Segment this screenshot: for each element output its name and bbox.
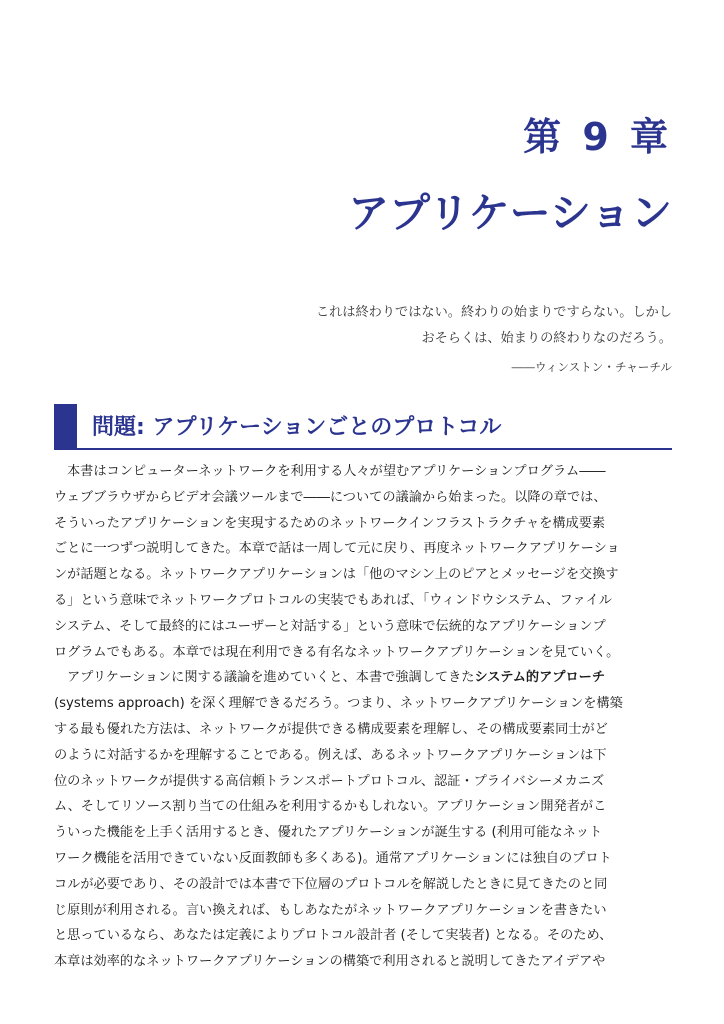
epigraph-line: これは終わりではない。終わりの始まりですらない。しかし — [315, 305, 672, 320]
paragraph-line: ログラムでもある。本章では現在利用できる有名なネットワークアプリケーションを見ていく。 — [54, 644, 620, 660]
epigraph-line: おそらくは、始まりの終わりなのだろう。 — [421, 331, 672, 346]
chapter-number: 第 9 章 — [523, 115, 672, 159]
paragraph-line: ウェブブラウザからビデオ会議ツールまで――についての議論から始まった。以降の章では、 — [54, 489, 607, 505]
paragraph-line: ごとに一つずつ説明してきた。本章で話は一周して元に戻り、再度ネットワークアプリケーショ — [54, 541, 620, 557]
emphasis-term: システム的アプローチ — [474, 670, 606, 686]
paragraph-line: ういった機能を上手く活用するとき、優れたアプリケーションが誕生する (利用可能なネット — [54, 825, 603, 841]
paragraph-line: 本章は効率的なネットワークアプリケーションの構築で利用されると説明してきたアイデアや — [54, 954, 606, 970]
epigraph-attribution: ――ウィンストン・チャーチル — [511, 360, 672, 374]
paragraph-line: システム、そして最終的にはユーザーと対話する」という意味で伝統的なアプリケーションプ — [54, 618, 606, 634]
paragraph-text: アプリケーションに関する議論を進めていくと、本書で強調してきた — [67, 670, 475, 686]
section-heading-text: 問題: アプリケーションごとのプロトコル — [92, 415, 502, 440]
paragraph-line: ンが話題となる。ネットワークアプリケーションは「他のマシン上のピアとメッセージを交換す — [54, 567, 619, 583]
paragraph-line: する最も優れた方法は、ネットワークが提供できる構成要素を理解し、その構成要素同士がど — [54, 721, 608, 737]
paragraph-line: コルが必要であり、その設計では本書で下位層のプロトコルを解説したときに見てきたのと同 — [54, 876, 608, 892]
paragraph-line: じ原則が利用される。言い換えれば、もしあなたがネットワークアプリケーションを書きたい — [54, 902, 607, 918]
paragraph-line — [54, 665, 672, 691]
paragraph-line: ワーク機能を活用できていない反面教師も多くある)。通常アプリケーションには独自のプロト — [54, 850, 612, 866]
epigraph — [252, 300, 672, 380]
paragraph-line: 本書はコンピューターネットワークを利用する人々が望むアプリケーションプログラム―― — [67, 464, 606, 479]
chapter-title: アプリケーション — [348, 189, 672, 237]
paragraph-line: ム、そしてリソース割り当ての仕組みを利用するかもしれない。アプリケーション開発者がこ — [54, 799, 607, 815]
paragraph-line: そういったアプリケーションを実現するためのネットワークインフラストラクチャを構成要素 — [54, 515, 606, 531]
paragraph-line: 位のネットワークが提供する高信頼トランスポートプロトコル、認証・プライバシーメカニズ — [54, 773, 605, 789]
section-heading — [54, 404, 672, 450]
paragraph-line: と思っているなら、あなたは定義によりプロトコル設計者 (そして実装者) となる。そのため、 — [54, 928, 613, 944]
body-text — [54, 459, 672, 975]
paragraph-line: (systems approach) を深く理解できるだろう。つまり、ネットワークアプリケーションを構築 — [54, 696, 623, 712]
section-heading-bar — [54, 404, 77, 450]
paragraph-line: のように対話するかを理解することである。例えば、あるネットワークアプリケーションは下 — [54, 747, 607, 763]
paragraph-line: る」という意味でネットワークプロトコルの実装でもあれば、「ウィンドウシステム、ファイル — [54, 592, 612, 608]
